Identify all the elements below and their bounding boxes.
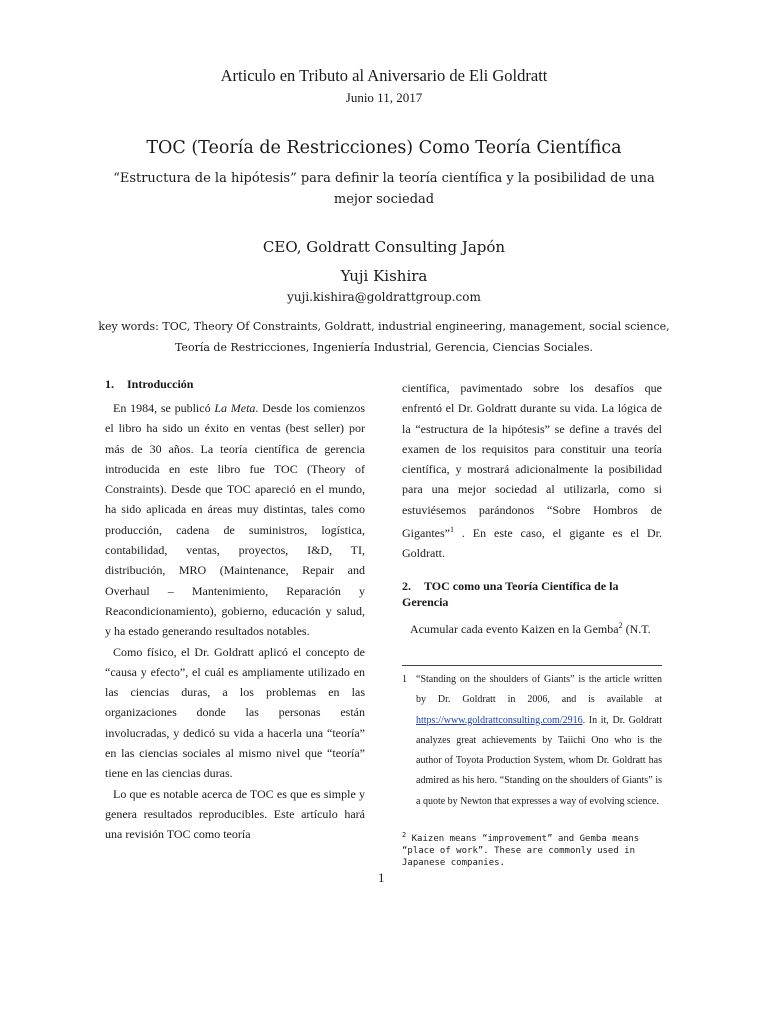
event-date: Junio 11, 2017	[345, 90, 423, 105]
footnote-divider	[402, 665, 662, 666]
section-1-paragraph-1	[105, 398, 365, 642]
keywords-line-1: key words: TOC, Theory Of Constraints, Goldratt, industrial engineering, management, social science,	[98, 320, 670, 333]
footnote-ref-2[interactable]: 2	[618, 620, 623, 630]
fn1-text-a: “Standing on the shoulders of Giants” is the article written by Dr. Goldratt in 2006, and is available at	[416, 674, 662, 706]
author-email: yuji.kishira@goldrattgroup.com	[287, 290, 481, 304]
keywords-line-2: Teoría de Restricciones, Ingeniería Industrial, Gerencia, Ciencias Sociales.	[174, 341, 594, 354]
section-1-paragraph-3: Lo que es notable acerca de TOC es que es simple y genera resultados reproducibles. Este artículo hará una revisión TOC como teoría	[105, 786, 365, 842]
p1-text-b: . Desde los comienzos el libro ha sido un éxito en ventas (best seller) por más de 30 años. La teoría científica de gerencia introducida en este libro fue TOC (Theory of Constraints). Desde que TOC apareció en el mundo, ha sido aplicada en áreas muy distintas, tales como producción, cadena de suministros, logística, contabilidad, ventas, proyectos, I&D, TI, distribución, MRO (Maintenance, Repair and Overhaul – Mantenimiento, Reparación y Reacondicionamiento), gobierno, educación y salud, y ha estado generando resultados notables.	[105, 401, 365, 639]
s2-text-a: Acumular cada evento Kaizen en la Gemba	[410, 621, 619, 636]
footnote-2	[402, 829, 662, 869]
author-role: CEO, Goldratt Consulting Japón	[262, 238, 506, 256]
section-1-paragraph-3-continued	[402, 378, 662, 564]
footnote-1	[402, 670, 662, 812]
page-number: 1	[378, 870, 385, 885]
p3-cont-a: científica, pavimentado sobre los desafíos que enfrentó el Dr. Goldratt durante su vida. La lógica de la “estructura de la hipótesis” se define a través del examen de los requisitos para constituir una teoría científica, y mostrará adicionalmente la posibilidad para una mejor sociedad al utilizarla, como si estuviésemos parándonos “Sobre Hombros de Gigantes”	[402, 381, 662, 541]
section-1-number: 1.	[105, 377, 114, 391]
p3-cont-b: . En este caso, el gigante es el Dr. Goldratt.	[402, 526, 662, 561]
footnote-1-link[interactable]: https://www.goldrattconsulting.com/2916	[416, 714, 583, 726]
keywords	[0, 316, 768, 358]
s2-text-b: (N.T.	[622, 621, 651, 636]
footnote-2-body: Kaizen means “improvement” and Gemba means “place of work”. These are commonly used in Japanese companies.	[402, 834, 640, 868]
section-1-title: Introducción	[127, 377, 194, 391]
section-2-number: 2.	[402, 578, 411, 593]
section-1-paragraph-2: Como físico, el Dr. Goldratt aplicó el concepto de “causa y efecto”, el cuál es ampliamente utilizado en las ciencias duras, a los problemas en las organizaciones donde las personas están involucradas, y dedicó su vida a hacerla una “teoría” en las ciencias sociales al mismo nivel que “teoría” tiene en las ciencias duras.	[105, 644, 365, 781]
section-1-heading	[105, 376, 365, 392]
author-name: Yuji Kishira	[340, 267, 428, 285]
footnote-ref-1[interactable]: 1	[449, 525, 454, 535]
fn1-text-b: . In it, Dr. Goldratt analyzes great achievements by Taiichi Ono who is the author of Toyota Production System, whom Dr. Goldratt has admired as his hero. “Standing on the shoulders of Giants” is a quote by Newton that expresses a way of evolving science.	[416, 714, 662, 807]
footnote-1-mark: 1	[402, 674, 407, 685]
p1-text-a: En 1984, se publicó	[113, 401, 215, 415]
footnote-2-mark: 2	[402, 831, 407, 839]
paper-title: TOC (Teoría de Restricciones) Como Teoría Científica	[146, 138, 622, 158]
footnote-1-body	[416, 670, 662, 812]
section-2-heading	[402, 578, 662, 610]
book-title: La Meta	[214, 401, 256, 415]
section-2-title: TOC como una Teoría Científica de la Gerencia	[402, 578, 619, 609]
event-title: Articulo en Tributo al Aniversario de Eli Goldratt	[220, 66, 548, 85]
left-column	[105, 376, 365, 845]
paper-subtitle: “Estructura de la hipótesis” para definir la teoría científica y la posibilidad de una mejor sociedad	[113, 171, 655, 207]
right-column	[402, 378, 662, 639]
section-2-paragraph-1	[402, 616, 662, 639]
